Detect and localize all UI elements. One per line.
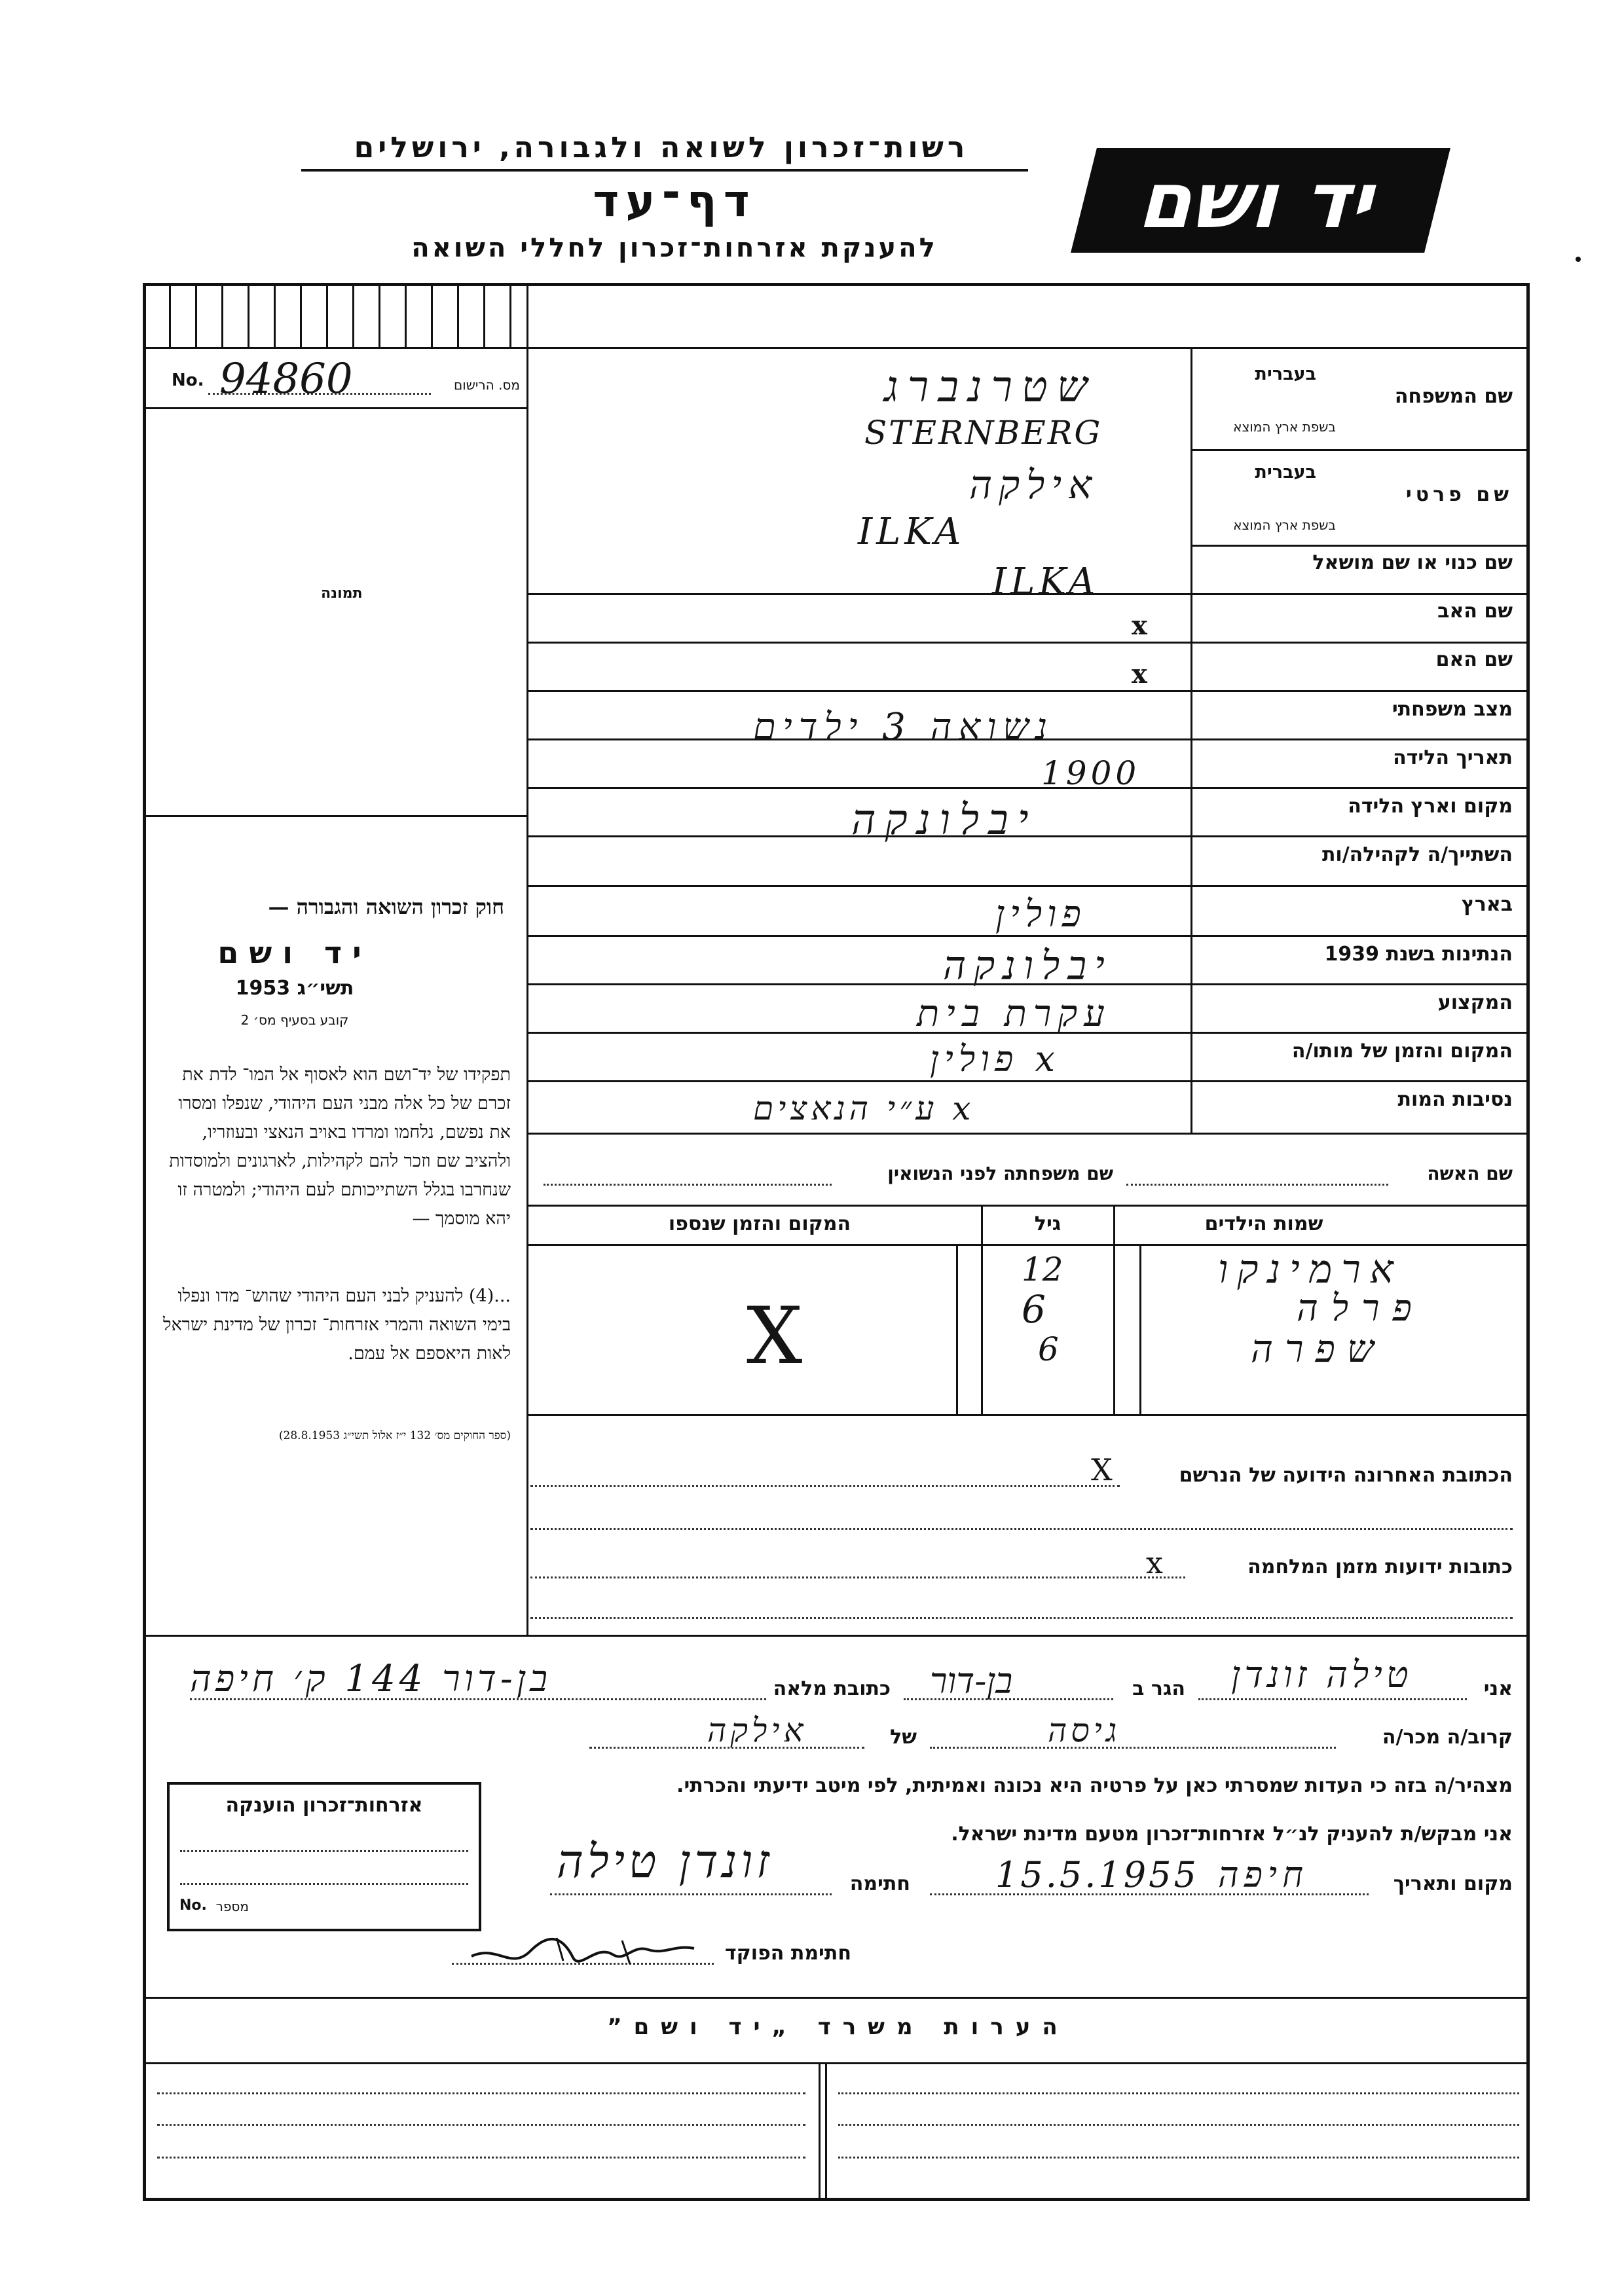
- family-name-label: שם המשפחה: [1394, 385, 1513, 408]
- declaration-text-1: מצהיר/ה בזה כי העדות שמסרתי כאן על פרטיה היא נכונה ואמיתית, לפי מיטב ידיעתי והכרתי.: [676, 1774, 1513, 1797]
- page-subtitle: להענקת אזרחות־זכרון לחללי השואה: [411, 233, 938, 263]
- last-address-label: הכתובת האחרונה הידועה של הנרשם: [1179, 1464, 1513, 1487]
- war-address-label: כתובות ידועות מזמן המלחמה: [1247, 1556, 1513, 1578]
- death-circumstances-value: x ע״י הנאצים: [753, 1089, 975, 1127]
- first-name-hebrew-value: אילקה: [969, 462, 1099, 508]
- death-place-label: המקום והזמן של מותו/ה: [1291, 1040, 1513, 1063]
- relative-value: גיסה: [1048, 1711, 1121, 1749]
- first-name-latin-value: ILKA: [858, 511, 965, 553]
- top-row-divider: [143, 347, 1530, 349]
- yad-vashem-logo: יד ושם: [1071, 148, 1450, 253]
- wife-label: שם האשה: [1427, 1163, 1513, 1184]
- signature-label: חתימה: [849, 1872, 910, 1895]
- child-age: 6: [1022, 1287, 1046, 1332]
- death-circumstances-label: נסיבות המות: [1397, 1088, 1513, 1111]
- place-date-label: מקום ותאריך: [1393, 1872, 1513, 1895]
- first-name-hebrew-label: בעברית: [1255, 462, 1316, 483]
- declarant-address-label: כתובת מלאה: [773, 1677, 891, 1700]
- authority-title: רשות־זכרון לשואה ולגבורה, ירושלים: [354, 131, 969, 164]
- mother-value: x: [1132, 659, 1147, 689]
- maiden-name-label: שם משפחתה לפני הנשואין: [887, 1163, 1113, 1184]
- profession-value: עקרת בית: [917, 993, 1111, 1035]
- law-clause: קובע בסעיף מס׳ 2: [240, 1012, 349, 1028]
- marital-value: נשואה 3 ילדים: [753, 706, 1054, 748]
- page-title: דף־עד: [593, 175, 756, 227]
- notes-title: הערות משרד „יד ושם”: [607, 2014, 1069, 2040]
- child-row: שפרה: [1251, 1326, 1386, 1371]
- declarant-signature: זונדן טילה: [557, 1834, 773, 1888]
- relative-of-label: של: [890, 1726, 917, 1749]
- nationality-value: יבלונקה: [943, 943, 1113, 989]
- law-paragraph-2: ...(4) להעניק לבני העם היהודי שהוש־ מדו ונפלו בימי השואה והמרי אזרחות־ זכרון של מדינת ישראל לאות היאספם אל עמם.: [162, 1286, 511, 1364]
- law-heading: חוק זכרון השואה והגבורה —: [268, 894, 504, 919]
- birthdate-label: תאריך הלידה: [1393, 746, 1513, 769]
- birthplace-value: יבלונקה: [851, 796, 1038, 845]
- first-name-origin-label: בשפת ארץ המוצא: [1233, 517, 1336, 533]
- page-mark-dot: [1576, 257, 1581, 262]
- relative-label: קרוב/ה מכר/ה: [1382, 1726, 1513, 1749]
- birthdate-value: 1900: [1041, 754, 1141, 792]
- family-name-hebrew-value: שטרנברג: [884, 361, 1097, 412]
- date-value: 15.5.1955: [995, 1854, 1199, 1895]
- law-paragraph-1: תפקידו של יד־ושם הוא לאסוף אל המו־ לדת את זכרם של כל אלה מבני העם היהודי, שנפלו ומסרו את נפשם, נלחמו ומרדו באויב הנאצי ובעוזריו, ולהציב שם וזכר להם לקהילות, לארגונים ולמוסדות שנחרבו בגלל השתייכותם לעם היהודי; ולמטרה זו יהא מוסמך —: [169, 1065, 511, 1229]
- declarant-name: טילה זונדן: [1231, 1654, 1412, 1696]
- law-year: תשי״ג 1953: [235, 977, 354, 1000]
- children-place-mark: X: [747, 1291, 803, 1382]
- children-place-header: המקום והזמן שנספו: [668, 1212, 851, 1235]
- registry-no-label: No.: [172, 371, 204, 390]
- family-name-latin-value: STERNBERG: [864, 414, 1103, 452]
- child-row: ארמינקו: [1218, 1247, 1403, 1292]
- place-value: חיפה: [1218, 1854, 1309, 1895]
- registry-number: 94860: [219, 355, 353, 403]
- profession-label: המקצוע: [1437, 991, 1513, 1014]
- family-name-origin-label: בשפת ארץ המוצא: [1233, 419, 1336, 435]
- mother-label: שם האם: [1435, 648, 1513, 671]
- children-age-header: גיל: [1034, 1212, 1061, 1235]
- authority-underline: [301, 169, 1028, 172]
- nickname-value: ILKA: [992, 560, 1099, 603]
- declaration-text-2: אני מבקש/ת להעניק לנ״ל אזרחות־זכרון מטעם מדינת ישראל.: [951, 1823, 1513, 1846]
- law-name: יד ושם: [217, 935, 372, 970]
- certificate-title: אזרחות־זכרון הוענקה: [225, 1794, 423, 1817]
- certificate-number-label: מספר: [215, 1899, 249, 1914]
- officer-signature-label: חתימת הפוקד: [725, 1942, 851, 1965]
- last-address-value: X: [1091, 1452, 1113, 1487]
- death-place-value: x פולין: [930, 1038, 1060, 1080]
- left-column-border: [526, 283, 528, 1635]
- certificate-no-label: No.: [179, 1897, 207, 1914]
- relative-of-value: אילקה: [707, 1711, 807, 1749]
- child-age: 12: [1022, 1250, 1063, 1288]
- marital-label: מצב משפחתי: [1392, 698, 1513, 721]
- photo-label: תמונה: [321, 585, 363, 602]
- child-age: 6: [1038, 1330, 1059, 1368]
- declarant-i-label: אני: [1483, 1677, 1513, 1700]
- father-value: x: [1132, 610, 1147, 641]
- nickname-label: שם כנוי או שם מושאל: [1312, 551, 1513, 574]
- declarant-living-label: הגר ב: [1132, 1677, 1185, 1700]
- officer-signature-scribble: [458, 1925, 720, 1977]
- registry-label: מס. הרישום: [454, 377, 520, 393]
- nationality-label: הנתינות בשנת 1939: [1324, 943, 1513, 966]
- first-name-label: שם פרטי: [1405, 483, 1513, 506]
- country-value: פולין: [995, 893, 1086, 936]
- children-names-header: שמות הילדים: [1204, 1212, 1323, 1235]
- law-citation: (ספר החוקים מס׳ 132 י״ז אלול תשי״ג 28.8.1953): [278, 1429, 511, 1442]
- family-name-hebrew-label: בעברית: [1255, 364, 1316, 384]
- father-label: שם האב: [1437, 600, 1513, 623]
- community-label: השתייך/ה לקהילה/ות: [1321, 843, 1513, 866]
- declarant-address-value: בן-דור 144 ק׳ חיפה: [190, 1658, 552, 1700]
- birthplace-label: מקום וארץ הלידה: [1348, 795, 1513, 818]
- declarant-living-value: בן-דור: [930, 1660, 1013, 1702]
- child-row: פרלה: [1297, 1287, 1425, 1330]
- war-address-value: x: [1146, 1545, 1163, 1580]
- country-label: בארץ: [1461, 893, 1513, 916]
